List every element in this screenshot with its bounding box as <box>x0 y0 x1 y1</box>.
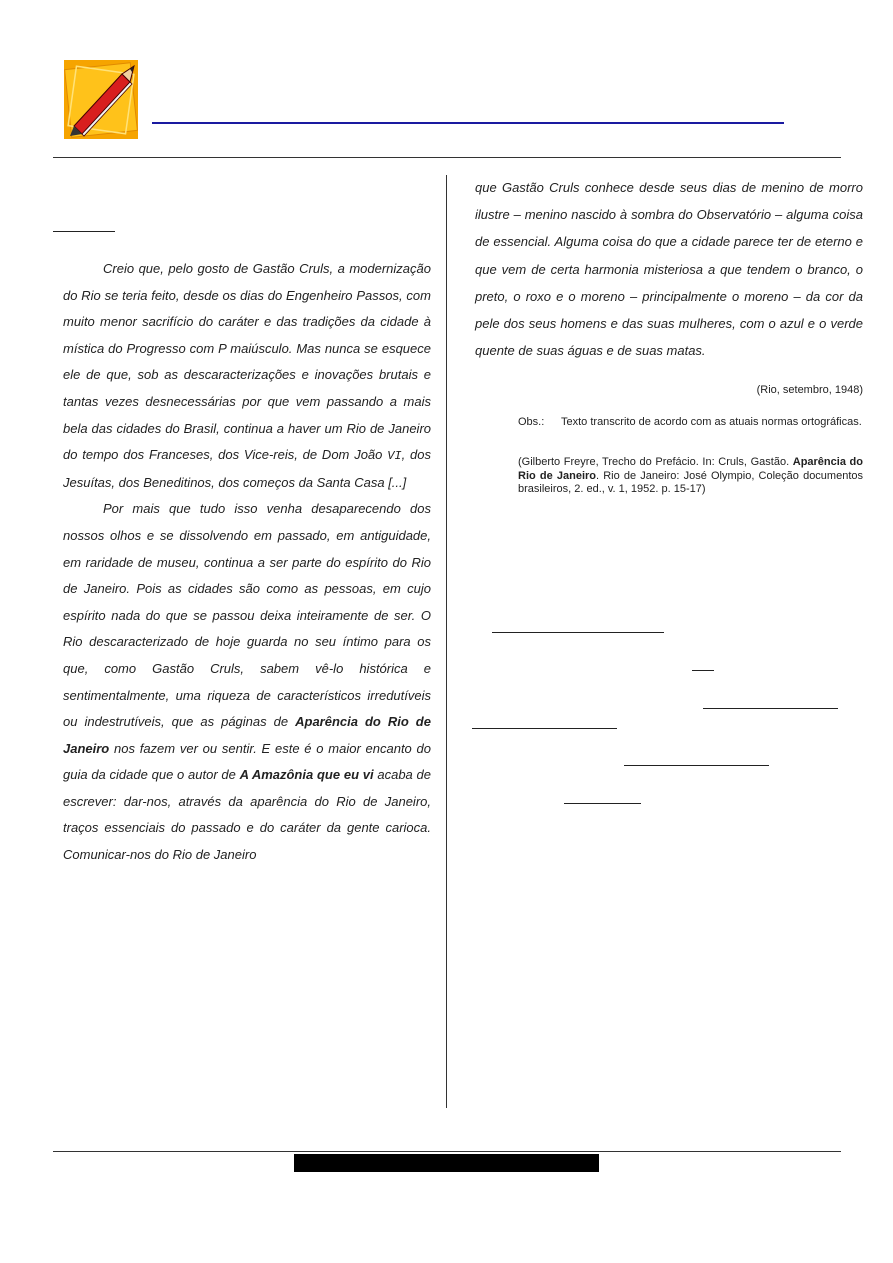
header-rule <box>53 157 841 158</box>
paragraph: Por mais que tudo isso venha desaparecendo dos nossos olhos e se dissolvendo em passado, em antiguidade, em raridade de museu, continua a ser parte do espírito do Rio de Janeiro. Pois as cidades são como as pessoas, em cujo espírito nada do que se passou deixa inteiramente de ser. O Rio descaracterizado de hoje guarda no seu íntimo para os que, como Gastão Cruls, sabem vê-lo histórica e sentimentalmente, uma riqueza de característicos irredutíveis ou indestrutíveis, que as páginas de Aparência do Rio de Janeiro nos fazem ver ou sentir. E este é o maior encanto do guia da cidade que o autor de A Amazônia que eu vi acaba de escrever: dar-nos, através da aparência do Rio de Janeiro, traços essenciais do passado e do caráter da gente carioca. Comunicar-nos do Rio de Janeiro <box>63 501 431 863</box>
column-divider <box>446 175 447 1108</box>
pencil-logo-icon <box>64 60 138 139</box>
blank-line <box>492 632 664 633</box>
paragraph: Creio que, pelo gosto de Gastão Cruls, a modernização do Rio se teria feito, desde os dias do Engenheiro Passos, com muito menor sacrifício do caráter e das tradições da cidade à mística do Progresso com P maiúsculo. Mas nunca se esquece ele de que, sob as descaracterizações e inovações brutais e tantas vezes desnecessárias por que vem passando a mais bela das cidades do Brasil, continua a haver um Rio de Janeiro do tempo dos Franceses, dos Vice-reis, de Dom João VI, dos Jesuítas, dos Beneditinos, dos começos da Santa Casa [...] <box>63 261 431 490</box>
header-line <box>152 122 784 124</box>
observation-note <box>518 416 863 430</box>
blank-line <box>472 728 617 729</box>
blank-line <box>624 765 769 766</box>
blank-line <box>692 670 714 671</box>
blank-line <box>703 708 838 709</box>
blank-line <box>53 231 115 232</box>
blank-line <box>564 803 641 804</box>
footer-rule <box>53 1151 841 1152</box>
date-line: (Rio, setembro, 1948) <box>756 384 863 396</box>
obs-text: Texto transcrito de acordo com as atuais normas ortográficas. <box>561 416 862 428</box>
left-column-text <box>63 256 431 869</box>
paragraph: que Gastão Cruls conhece desde seus dias de menino de morro ilustre – menino nascido à sombra do Observatório – alguma coisa de essencial. Alguma coisa do que a cidade parece ter de eterno e que vem de certa harmonia misteriosa a que tendem o branco, o preto, o roxo e o moreno – principalmente o moreno – da cor da pele dos seus homens e das suas mulheres, com o azul e o verde quente de suas águas e de suas matas. <box>475 180 863 359</box>
citation: (Gilberto Freyre, Trecho do Prefácio. In: Cruls, Gastão. Aparência do Rio de Janeiro. Rio de Janeiro: José Olympio, Coleção documentos brasileiros, 2. ed., v. 1, 1952. p. 15-17) <box>518 456 864 495</box>
footer-bar <box>294 1154 599 1172</box>
obs-label: Obs.: <box>518 416 545 428</box>
right-column-text <box>475 174 863 364</box>
